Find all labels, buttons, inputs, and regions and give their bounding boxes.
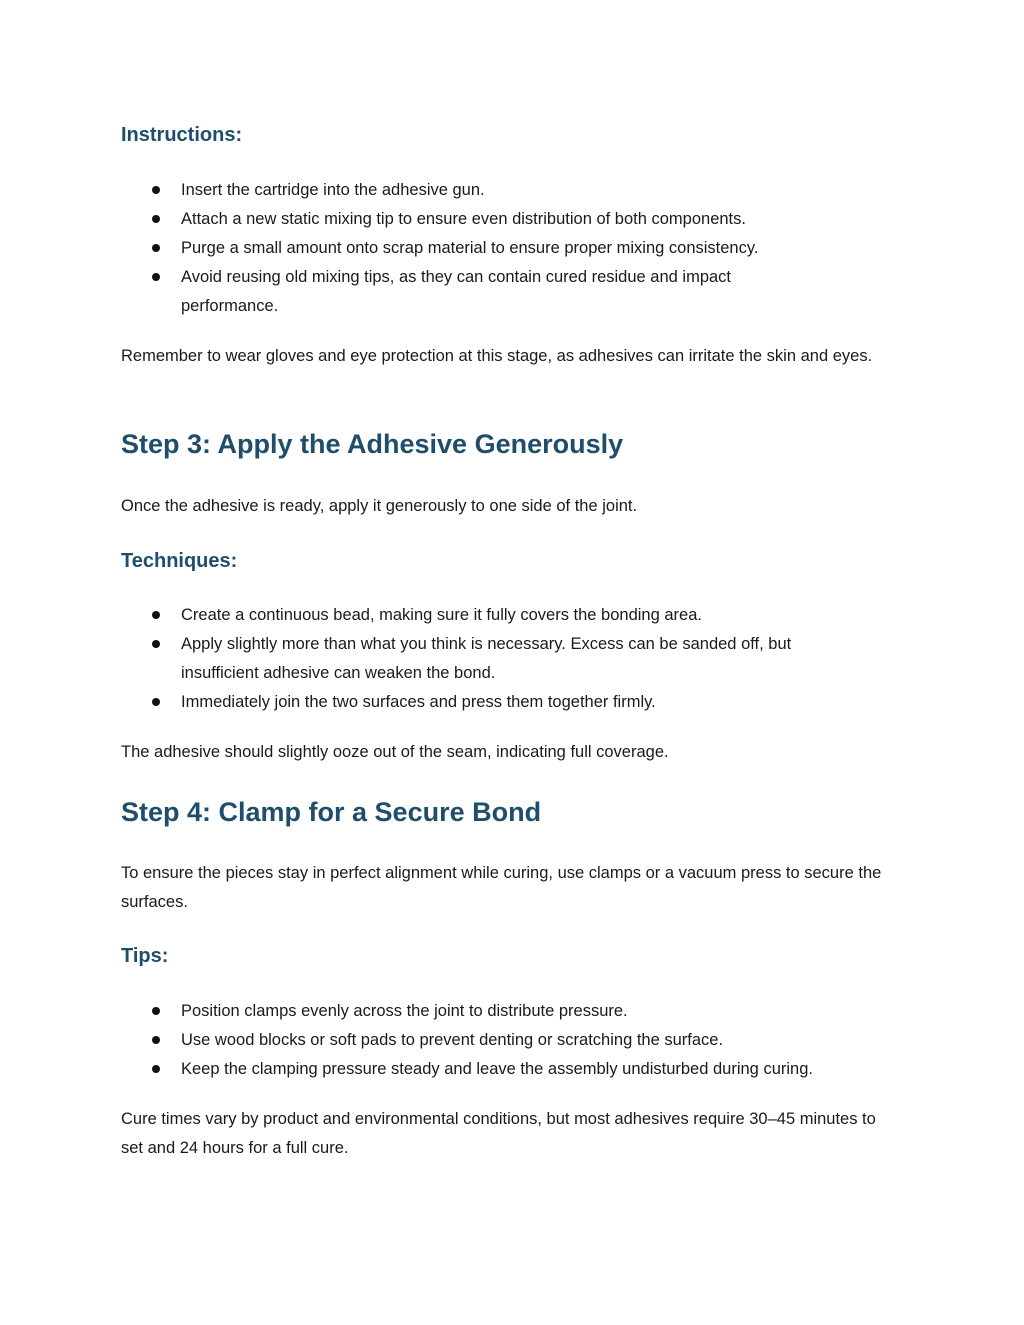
list-item-text: Attach a new static mixing tip to ensure even distribution of both components. xyxy=(181,210,746,228)
bullet-icon xyxy=(152,1065,160,1073)
step4-intro: To ensure the pieces stay in perfect alignment while curing, use clamps or a vacuum press to secure the surfaces. xyxy=(121,864,882,911)
bullet-icon xyxy=(152,1036,160,1044)
list-item-text: Purge a small amount onto scrap material to ensure proper mixing consistency. xyxy=(181,239,759,257)
step3-note: The adhesive should slightly ooze out of the seam, indicating full coverage. xyxy=(121,743,669,761)
instructions-list xyxy=(121,176,891,321)
list-item xyxy=(121,1026,891,1055)
list-item-text: Avoid reusing old mixing tips, as they can contain cured residue and impact performance. xyxy=(181,268,732,315)
tips-list xyxy=(121,997,891,1084)
list-item-text: Position clamps evenly across the joint to distribute pressure. xyxy=(181,1002,628,1020)
list-item xyxy=(121,688,891,717)
list-item xyxy=(121,176,891,205)
bullet-icon xyxy=(152,215,160,223)
step3-title: Step 3: Apply the Adhesive Generously xyxy=(121,429,624,459)
step4-title: Step 4: Clamp for a Secure Bond xyxy=(121,797,542,827)
bullet-icon xyxy=(152,186,160,194)
list-item xyxy=(121,263,891,321)
list-item xyxy=(121,601,891,630)
step3-intro: Once the adhesive is ready, apply it generously to one side of the joint. xyxy=(121,497,638,515)
list-item-text: Insert the cartridge into the adhesive gun. xyxy=(181,181,485,199)
list-item-text: Apply slightly more than what you think is necessary. Excess can be sanded off, but insufficient adhesive can weaken the bond. xyxy=(181,635,792,682)
instructions-heading: Instructions: xyxy=(121,124,243,146)
step4-note: Cure times vary by product and environmental conditions, but most adhesives require 30–45 minutes to set and 24 hours for a full cure. xyxy=(121,1110,876,1157)
techniques-heading: Techniques: xyxy=(121,550,238,572)
techniques-list xyxy=(121,601,891,717)
list-item-text: Create a continuous bead, making sure it fully covers the bonding area. xyxy=(181,606,702,624)
list-item xyxy=(121,205,891,234)
list-item-text: Keep the clamping pressure steady and leave the assembly undisturbed during curing. xyxy=(181,1060,813,1078)
bullet-icon xyxy=(152,611,160,619)
list-item-text: Use wood blocks or soft pads to prevent denting or scratching the surface. xyxy=(181,1031,724,1049)
tips-heading: Tips: xyxy=(121,945,169,967)
instructions-note: Remember to wear gloves and eye protection at this stage, as adhesives can irritate the skin and eyes. xyxy=(121,347,873,365)
list-item xyxy=(121,997,891,1026)
list-item xyxy=(121,1055,891,1084)
list-item-text: Immediately join the two surfaces and press them together firmly. xyxy=(181,693,656,711)
bullet-icon xyxy=(152,698,160,706)
bullet-icon xyxy=(152,273,160,281)
list-item xyxy=(121,630,891,688)
list-item xyxy=(121,234,891,263)
bullet-icon xyxy=(152,640,160,648)
bullet-icon xyxy=(152,244,160,252)
bullet-icon xyxy=(152,1007,160,1015)
